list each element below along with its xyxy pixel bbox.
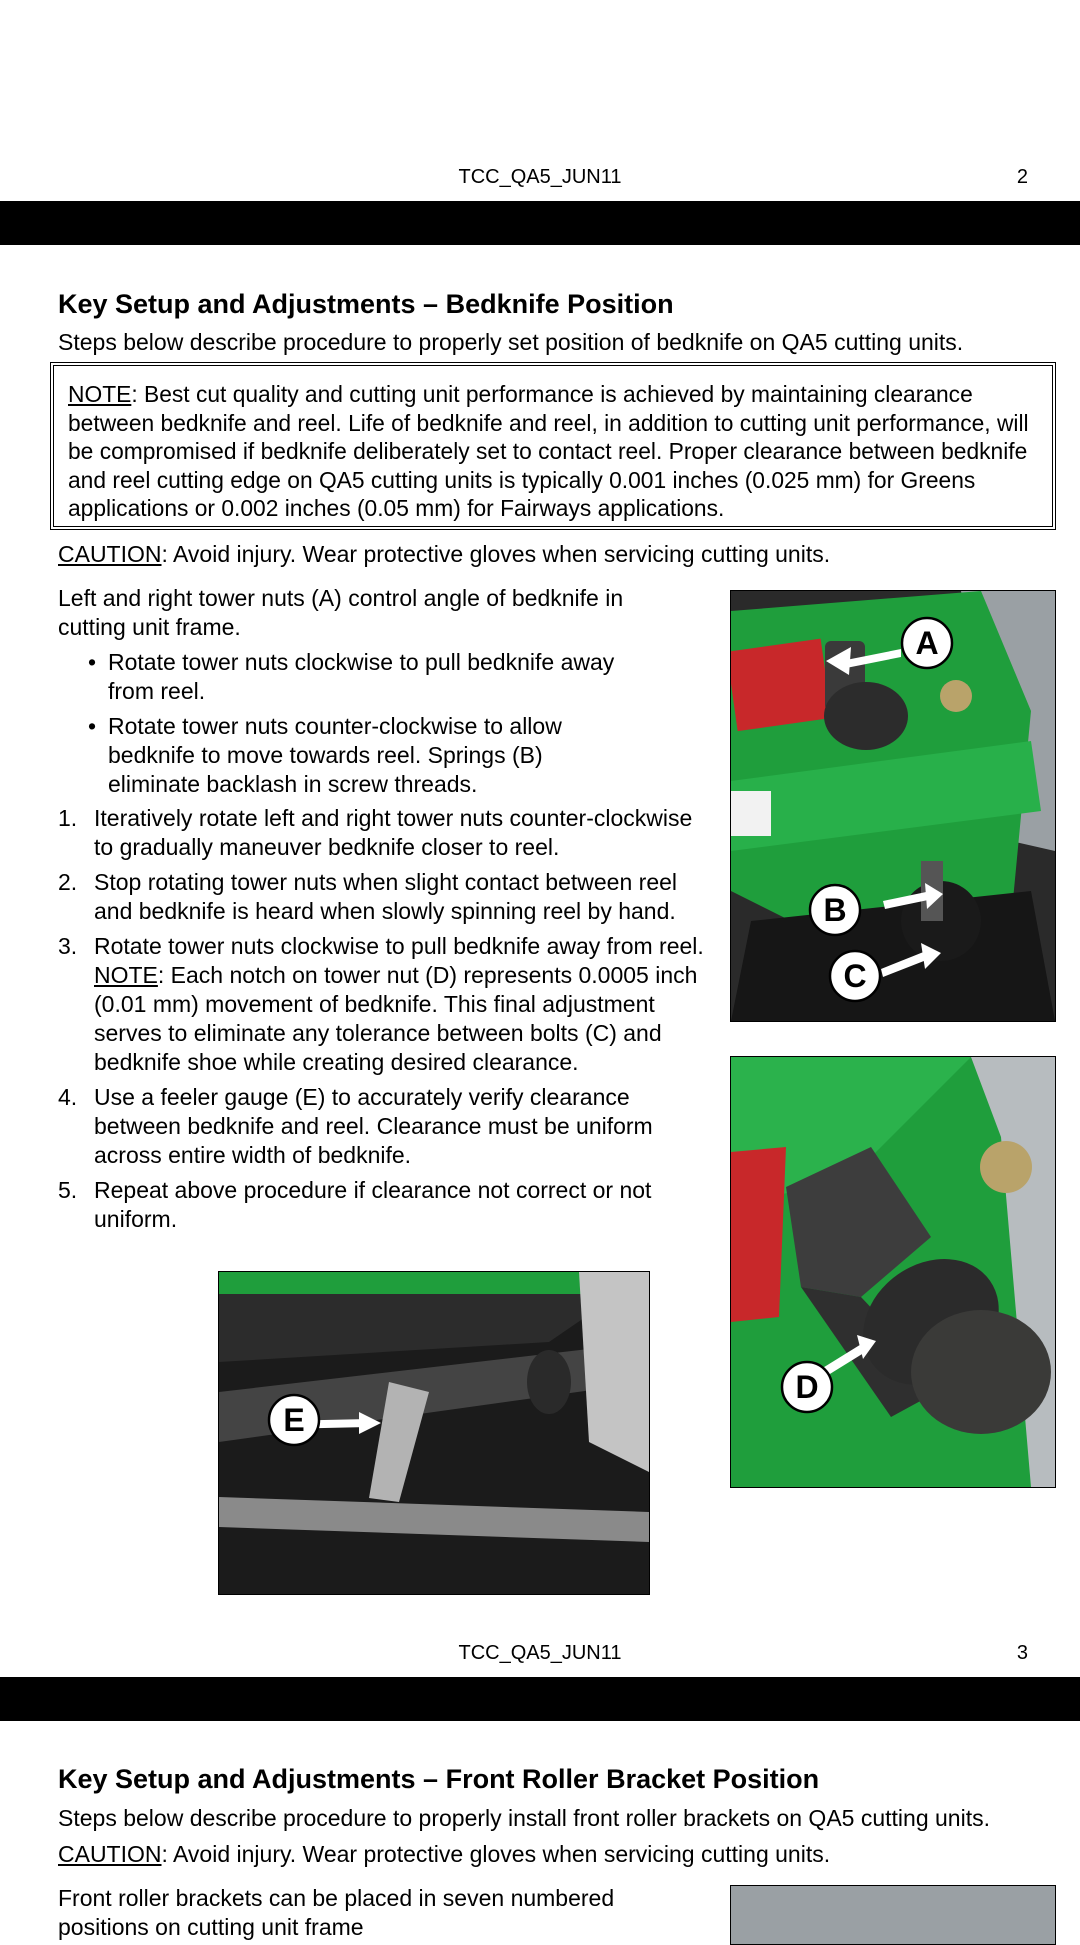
caution-text: : Avoid injury. Wear protective gloves when servicing cutting units. bbox=[161, 541, 831, 567]
step-text: : Each notch on tower nut (D) represents 0.0005 inch (0.01 mm) movement of bedknife. This final adjustment serves to eliminate any tolerance between bolts (C) and bedknife shoe while creating desired clearance. bbox=[94, 962, 698, 1075]
caution-line bbox=[58, 540, 830, 569]
section-intro: Steps below describe procedure to properly set position of bedknife on QA5 cutting units. bbox=[58, 329, 964, 355]
list-item bbox=[58, 1176, 708, 1234]
step-number: 4. bbox=[58, 1084, 78, 1110]
callout-label: E bbox=[283, 1402, 305, 1438]
step-number: 5. bbox=[58, 1177, 78, 1203]
list-item bbox=[58, 868, 708, 926]
callout-label: C bbox=[843, 958, 867, 994]
list-item bbox=[58, 1083, 694, 1170]
callout-label: A bbox=[915, 625, 939, 661]
photo-tower-nut-closeup bbox=[730, 1056, 1056, 1488]
callout-e bbox=[269, 1395, 319, 1445]
steps-block bbox=[58, 804, 708, 1240]
page-number: 3 bbox=[1016, 1642, 1028, 1664]
caution-text: : Avoid injury. Wear protective gloves when servicing cutting units. bbox=[161, 1841, 831, 1867]
caution-line bbox=[58, 1840, 830, 1869]
list-item: • Rotate tower nuts clockwise to pull bedknife away from reel. bbox=[58, 648, 648, 706]
step-text: Rotate tower nuts clockwise to pull bedknife away from reel. bbox=[94, 933, 704, 959]
step-text: Iteratively rotate left and right tower nuts counter-clockwise to gradually maneuver bedknife closer to reel. bbox=[94, 805, 693, 860]
photo-closeup-illustration bbox=[731, 1057, 1055, 1487]
step-text: Use a feeler gauge (E) to accurately verify clearance between bedknife and reel. Clearance must be uniform across entire width of bedknife. bbox=[94, 1084, 653, 1168]
bullet-list bbox=[58, 648, 688, 799]
page-divider-bar bbox=[0, 201, 1080, 245]
tower-intro: Left and right tower nuts (A) control angle of bedknife in cutting unit frame. bbox=[58, 585, 624, 640]
callout-label: D bbox=[795, 1369, 819, 1405]
step-number: 2. bbox=[58, 869, 78, 895]
note-text: : Best cut quality and cutting unit performance is achieved by maintaining clearance between bedknife and reel. Life of bedknife and reel, in addition to cutting unit performance, will be compromised if bedknife deliberately set to contact reel. Proper clearance between bedknife and reel cutting edge on QA5 cutting units is typically 0.001 inches (0.025 mm) for Greens applications or 0.002 inches (0.05 mm) for Fairways applications. bbox=[68, 381, 1029, 521]
photo-tower-nut-illustration bbox=[731, 591, 1055, 1021]
note-box bbox=[50, 362, 1056, 530]
steps-list bbox=[58, 804, 708, 1234]
callout-d bbox=[782, 1362, 832, 1412]
roller-body-text: Front roller brackets can be placed in seven numbered positions on cutting unit frame bbox=[58, 1885, 615, 1940]
callout-b bbox=[810, 885, 860, 935]
photo-tower-nut bbox=[730, 590, 1056, 1022]
list-item bbox=[58, 804, 702, 862]
list-item bbox=[58, 932, 708, 1077]
photo-feeler-gauge bbox=[218, 1271, 650, 1595]
step-number: 1. bbox=[58, 805, 78, 831]
caution-label: CAUTION bbox=[58, 541, 162, 567]
step-text: Stop rotating tower nuts when slight contact between reel and bedknife is heard when slowly spinning reel by hand. bbox=[94, 869, 678, 924]
step-number: 3. bbox=[58, 933, 78, 959]
page-number: 2 bbox=[1016, 166, 1028, 188]
tower-nut-text bbox=[58, 584, 688, 799]
list-item: • Rotate tower nuts counter-clockwise to allow bedknife to move towards reel. Springs (B) eliminate backlash in screw threads. bbox=[58, 712, 608, 799]
callout-c bbox=[830, 951, 880, 1001]
note-paragraph bbox=[68, 380, 1040, 523]
page-header-code: TCC_QA5_JUN11 bbox=[458, 1642, 622, 1664]
step-note-label: NOTE bbox=[94, 962, 158, 988]
caution-label: CAUTION bbox=[58, 1841, 162, 1867]
section-title: Key Setup and Adjustments – Bedknife Position bbox=[58, 289, 674, 319]
callout-label: B bbox=[823, 892, 847, 928]
page-header-code: TCC_QA5_JUN11 bbox=[458, 166, 622, 188]
section-title: Key Setup and Adjustments – Front Roller Bracket Position bbox=[58, 1764, 820, 1794]
note-label: NOTE bbox=[68, 381, 132, 407]
section-intro: Steps below describe procedure to properly install front roller brackets on QA5 cutting units. bbox=[58, 1805, 990, 1831]
photo-roller-bracket bbox=[730, 1885, 1056, 1945]
callout-a bbox=[902, 618, 952, 668]
step-text: Repeat above procedure if clearance not correct or not uniform. bbox=[94, 1177, 652, 1232]
photo-feeler-illustration bbox=[219, 1272, 649, 1594]
page-divider-bar bbox=[0, 1677, 1080, 1721]
